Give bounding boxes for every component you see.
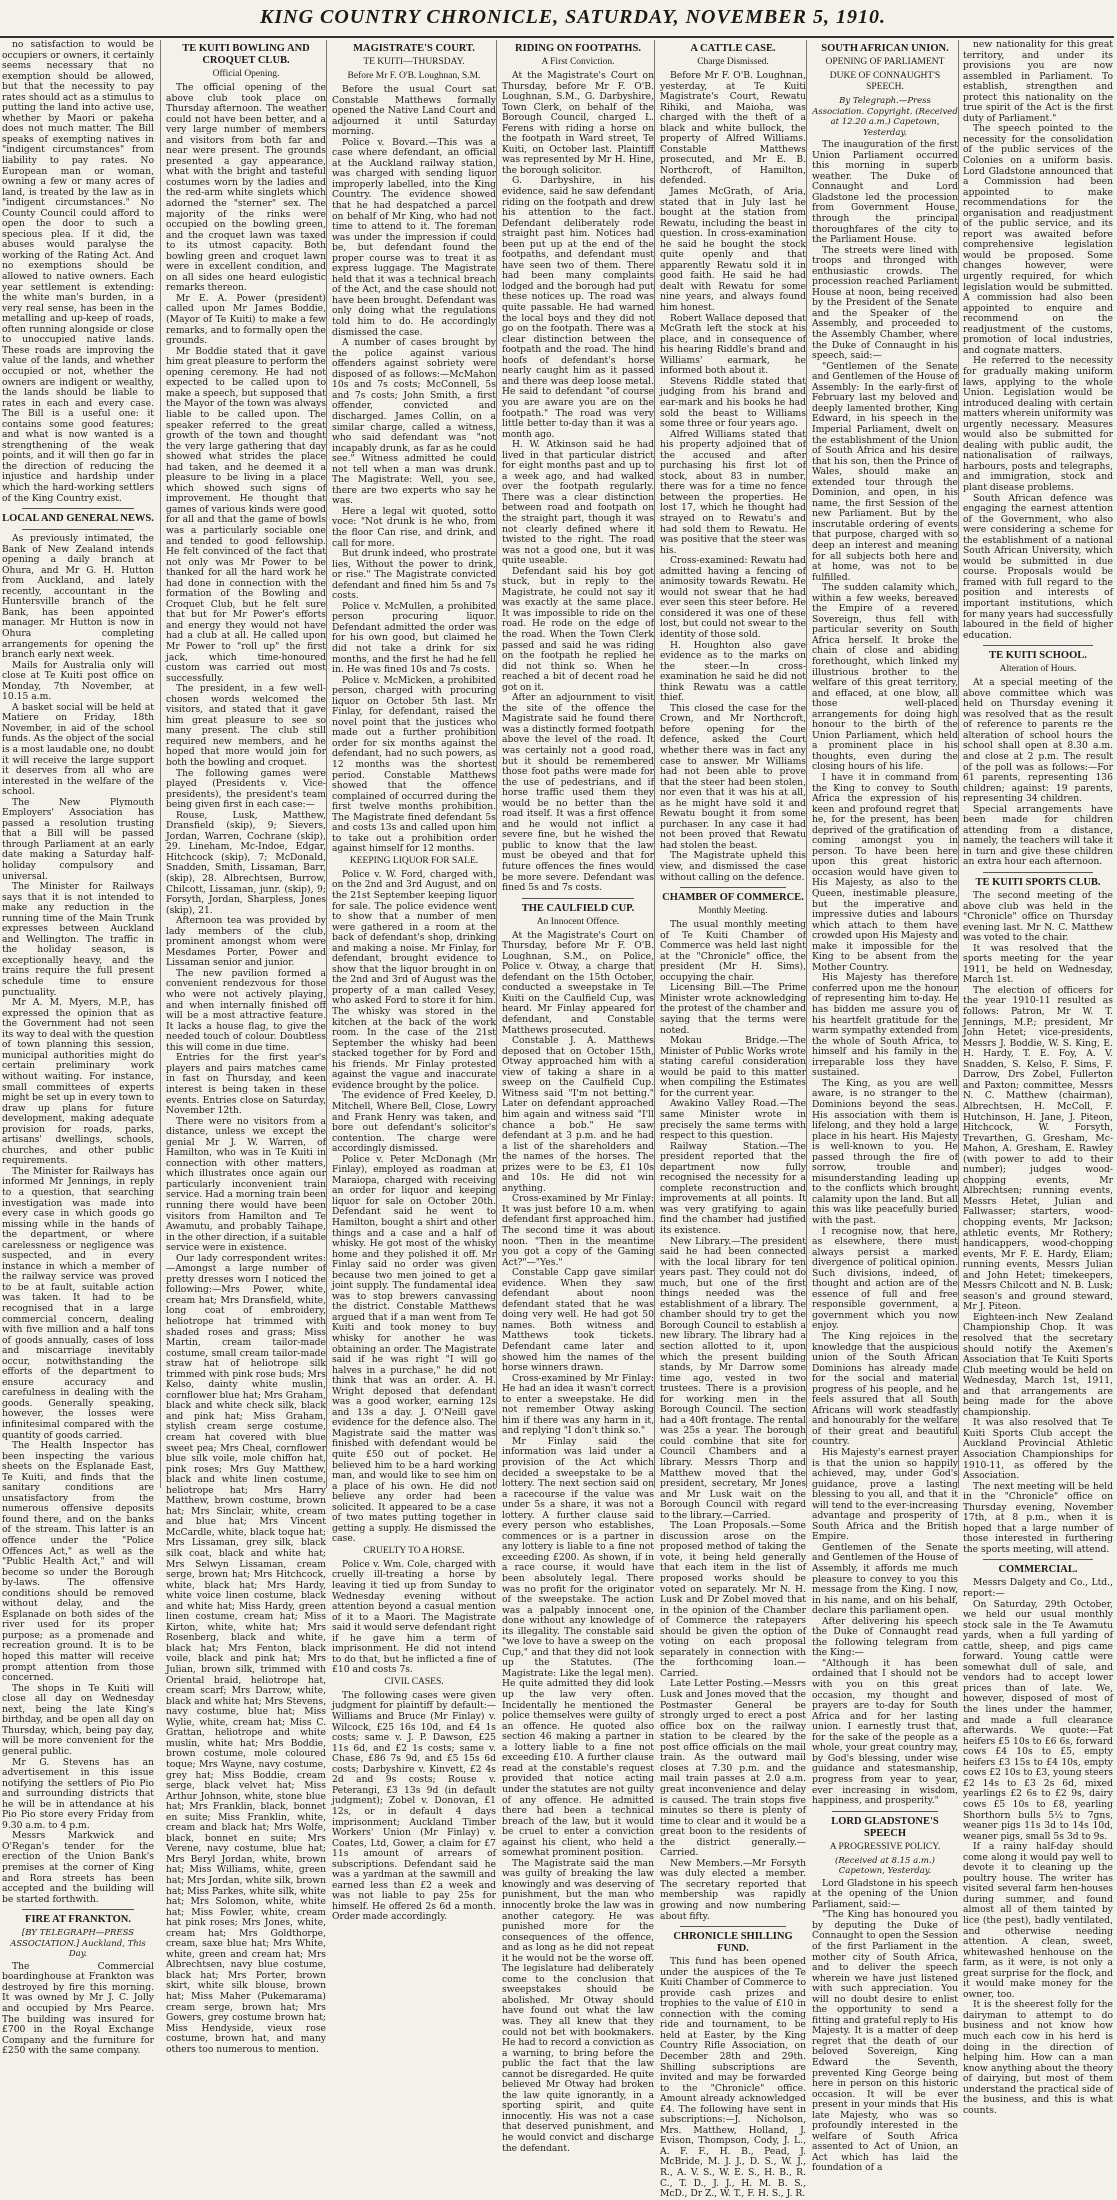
masthead-title: KING COUNTRY CHRONICLE, SATURDAY, NOVEMBER 5, 1910. bbox=[260, 6, 886, 28]
article-paragraph: The Loan Proposals.—Some discussion arose on the proposed method of taking the vote, it being held generally that each item in the list of proposed works should be voted on separately. Mr N. H. Lusk and Dr Zobel moved that in the opinion of the Chamber of Commerce the ratepayers should be given the option of voting on each proposal separately in connection with the forthcoming loan.—Carried. bbox=[660, 1520, 806, 1679]
article-paragraph: The president, in a few well-chosen words welcomed the visitors, and stated that it gave him great pleasure to see so many present. The club still required new members, and he hoped that more would join for both the bowling and croquet. bbox=[166, 683, 326, 768]
article-paragraph: The next meeting will be held in the "Chronicle" office on Thursday evening, November 17th, at 8 p.m., when it is hoped that a large number of those interested in furthering the sports meeting, will attend. bbox=[963, 1480, 1113, 1555]
article-paragraph: The election of officers for the year 1910-11 resulted as follows: Patron, Mr W. T. Jennings, M.P.; president, Mr John Hetet; vice-presidents, Messrs J. Boddie, W. S. King, E. H. Hardy, T. E. Foy, A. V. Snadden, S. Kelso, F. Sims, F. Darrow, Drs Zobel, Fullerton and Paxton; committee, Messrs N. C. Matthew (chairman), Albrechtsen, H. McColl, F. Hutchinson, H. Jane, J. Piteon, Hitchcock, W. Forsyth, Trevarthen, G. Gresham, Mc-Mahon, A. Gresham, E. Rawley (with power to add to their number); judges wood-chopping events, Mr Albrechtsen; running events, Messrs Hetet, Julian and Fallwasser; starters, wood-chopping events, Mr Jackson; athletic events, Mr Rothery; handicappers, wood-chopping events, Mr F. E. Hardy, Eliam; running events, Messrs Julian and John Hetet; timekeepers, Messrs Chilcott and N. B. Lusk; season's and ground steward, Mr J. Piteon. bbox=[963, 984, 1113, 1313]
article-paragraph: A number of cases brought by the police against various offenders against sobriety were disposed of as follows:—McMahon 10s and 7s costs; McConnell, 5s and 7s costs; John Smith, a first offender, convicted and discharged. James Collin, on a similar charge, called a witness, who said defendant was "not incapably drunk, as far as he could see." Witness admitted he could not tell when a man was drunk. The Magistrate: Well, you see, there are two experts who say he was. bbox=[332, 337, 496, 507]
divider bbox=[522, 898, 634, 899]
subheadline: TE KUITI—THURSDAY. bbox=[363, 57, 465, 67]
section-heading: KEEPING LIQUOR FOR SALE. bbox=[349, 855, 479, 866]
subheadline: Official Opening. bbox=[212, 69, 280, 79]
article-paragraph: G. Darbyshire, in his evidence, said he saw defendant riding on the footpath and drew his attention to the fact. Defendant deliberately rode straight past him. Notices had been put up at the end of the footpaths, and defendant must have seen two of them. There had been many complaints lodged and the borough had put these notices up. The road was quite passable. He had warned the local boys and they did not go on the footpath. There was a clear distinction between the footpath and the road. The hind hoofs of defendant's horse nearly caught him as it passed and there was deep loose metal. He said to defendant "of course you are aware you are on the footpath." The road was very little better to-day than it was a month ago. bbox=[502, 175, 654, 440]
article-paragraph: Police v. W. Ford, charged with, on the 2nd and 3rd August, and on the 21st September keeping liquor for sale. The police evidence went to show that a number of men were gathered in a room at the back of defendant's shop, drinking and making a noise. Mr Finlay, for defendant, brought evidence to show that the liquor brought in on the 2nd and 3rd of August was the property of a man called Vesey, who asked Ford to store it for him. The whisky was stored in the kitchen at the back of the work room. In the case of the 21st September the whisky had been stacked together for by Ford and his friends. Mr Finlay protested against the vague and inaccurate evidence brought by the police. bbox=[332, 868, 496, 1091]
article-paragraph: Awakino Valley Road.—The same Minister wrote in precisely the same terms with respect to this question. bbox=[660, 1098, 806, 1142]
article-paragraph: The usual monthly meeting of Te Kuiti Chamber of Commerce was held last night at the "Chronicle" office, the president (Mr H. Sims), occupying the chair. bbox=[660, 919, 806, 983]
headline-caulfield-cup: THE CAULFIELD CUP. bbox=[521, 902, 635, 914]
divider bbox=[832, 1811, 938, 1812]
section-heading: CRUELTY TO A HORSE. bbox=[363, 1545, 465, 1556]
article-paragraph: It was also resolved that Te Kuiti Sports Club accept the Auckland Provincial Athletic Association Championships for 1910-11, as offered by the Association. bbox=[963, 1417, 1113, 1482]
subheadline: OPENING OF PARLIAMENT bbox=[825, 57, 945, 67]
article-paragraph: H. Houghton also gave evidence as to the marks on the steer.—In cross-examination he said he did not think Rewatu was a cattle thief. bbox=[660, 639, 806, 704]
column-4 bbox=[496, 40, 659, 2154]
article-paragraph: Police v. McMicken, a prohibited person, charged with procuring liquor on October 5th last. Mr Finlay, for defendant, raised the novel point that the justices who made out a further prohibition order for six months against the defendant, had no such powers, as 12 months was the shortest period. Constable Matthews showed that the offence complained of occurred during the first twelve months prohibition. The Magistrate fined defendant 5s and costs 13s and called upon him to take out a prohibition order against himself for 12 months. bbox=[332, 674, 496, 855]
article-paragraph: After an adjournment to visit the site of the offence the Magistrate said he found there was a distinctly formed footpath above the level of the road. It was certainly not a good road, but it should be remembered those foot paths were made for the use of pedestrians, and if horse traffic used them they would be no better than the road itself. It was a first offence and he would not inflict a severe fine, but he wished the public to know that the law must be obeyed and that for future offences the fines would be more severe. Defendant was fined 5s and 7s costs. bbox=[502, 692, 654, 894]
article-paragraph: This fund has been opened under the auspices of the Te Kuiti Chamber of Commerce to provide cash prizes and trophies to the value of £10 in connection with the coming ride and tournament, to be held at Easter, by the King Country Rifle Association, on December 28th and 29th. Shilling subscriptions are invited and may be forwarded to the "Chronicle" office. Amount already acknowledged £4. The following have sent in subscriptions:—J. Nicholson, Mrs. Matthew, Holland, J. Evison, Thompson, Cody, J. L., A. F. F., H. B., Pead, J. McBride, M. J. J., D. S., W. J., R., A. V. S., W. E. S., H. B., R. C., T. D., J. J., H. M. B. S., McD., Dr Z., W. T., F. H. S., J. R. bbox=[660, 1956, 806, 2200]
divider bbox=[22, 1909, 134, 1910]
article-paragraph: "Gentlemen of the Senate and Gentlemen of the House of Assembly: In the early-first of February last my beloved and deeply lamented brother, King Edward, in his speech in the Imperial Parliament, dwelt on the establishment of the Union of South Africa and his desire that his son, then the Prince of Wales, should make an extended tour through the Dominion, and open, in his name, the first Session of the new Parliament. But by the inscrutable ordering of events that purpose, charged with so deep an interest and meaning for all subjects both here and at home, was not to be fulfilled. bbox=[812, 360, 958, 583]
article-paragraph: If a rainy half-day should come along it would pay well to devote it to cleaning up the poultry house. The writer has visited several farm hen-houses during summer, and found almost all of them tainted by lice (the pest), badly ventilated, and otherwise needing attention. A clean, sweet, whitewashed henhouse on the farm, as it were, is not only a great surprise for the flock, and it would make money for the owner, too. bbox=[963, 1841, 1113, 2000]
column-7 bbox=[958, 39, 1117, 2116]
article-paragraph: This closed the case for the Crown, and Mr Northcroft, before opening for the defence, asked the Court whether there was in fact any case to answer. Mr Williams had not been able to prove that the steer had been stolen, nor even that it was his at all, as he might have sold it and Rewatu bought it from some purchaser. In any case it had not been proved that Rewatu had stolen the beast. bbox=[660, 702, 806, 851]
subheadline: Monthly Meeting. bbox=[698, 906, 768, 917]
divider bbox=[22, 529, 134, 530]
article-paragraph: H. W. Atkinson said he had lived in that particular district for eight months past and up to a week ago, and had walked over the footpath regularly. There was a clear distinction between road and footpath on the straight part, though it was not clearly defined where it twisted to the right. The road was not a good one, but it was quite useable. bbox=[502, 439, 654, 567]
article-paragraph: Mr A. M. Myers, M.P., has expressed the opinion that as the Government had not seen its way to deal with the question of town planning this session, municipal authorities might do certain preliminary work without waiting. For instance, small committees of experts might be set up in every town to draw up plans for future development, making adequate provision for roads, parks, artisans' dwellings, schools, churches, and other public requirements. bbox=[2, 997, 154, 1167]
article-paragraph: The new pavilion formed a convenient rendezvous for those who were not actively playing, and when internally finished off will be a most attractive feature. It lacks a house flag, to give the needed touch of colour. Doubtless this will come in due time. bbox=[166, 967, 326, 1053]
article-paragraph: Lord Gladstone in his speech at the opening of the Union Parliament, said:— bbox=[812, 1877, 958, 1910]
article-paragraph: The following cases were given judgment for plaintiff by default:—Williams and Bruce (Mr Finlay) v. Wilcock, £25 16s 10d, and £4 1s costs; same v. J. P. Dawson, £25 11s 6d, and £2 1s costs; same v. Chase, £86 7s 9d, and £5 15s 6d costs; Darbyshire v. Kinvett, £2 4s 2d and 9s costs; Rouse v. Peterangi, £3 13s 9d (in default judgment); Zobel v. Donovan, £1 12s, or in default 4 days imprisonment; Auckland Timber Workers' Union (Mr Finlay) v. Coates, Ltd, Gower, a claim for £7 11s amount of arrears of subscriptions. Defendant said he was a yardman at the sawmill and earned less than £2 a week and was not liable to pay 25s for himself. He offered 2s 6d a month. Order made accordingly. bbox=[332, 1689, 496, 1923]
headline-riding-footpaths: RIDING ON FOOTPATHS. bbox=[515, 43, 641, 54]
article-paragraph: South African defence was engaging the earnest attention of the Government, who also were considering a scheme for the establishment of a national South African University, which would be submitted in due course. Proposals would be framed with full regard to the position and interests of important institutions, which for many years had successfully laboured in the field of higher education. bbox=[963, 492, 1113, 641]
column-2 bbox=[160, 40, 331, 2055]
subheadline: An Innocent Offence. bbox=[536, 916, 620, 927]
byline: (Received at 8.15 a.m.) Capetown, Yesterday. bbox=[835, 1855, 935, 1877]
article-paragraph: The Commercial boardinghouse at Frankton was destroyed by fire this morning. It was owned by Mr J. C. Jolly and occupied by Mrs Pearce. The building was insured for £700 in the Royal Exchange Company and the furniture for £250 with the same company. bbox=[2, 1960, 154, 2057]
article-paragraph: Mr Boddie stated that it gave him great pleasure to perform the opening ceremony. He had not expected to be called upon to make a speech, but supposed that the Mayor of the town was always liable to be called upon. The speaker referred to the great growth of the town and thought the very large gathering that day showed what strides the place had taken, and he deemed it a pleasure to be living in a place which showed such signs of improvement. He thought that games of various kinds were good for all and that the game of bowls was a particularly sociable one and tended to good fellowship. He felt convinced of the fact that not only was Mr Power to be thanked for all the hard work he had done in connection with the formation of the Bowling and Croquet Club, but he felt sure that but for Mr Power's efforts and energy they would not have had a club at all. He called upon Mr Power to "roll up" the first jack, which time-honoured custom was carried out most successfully. bbox=[166, 345, 326, 684]
article-paragraph: Cross-examined by Mr Finlay: He had an idea it wasn't correct to enter a sweepstake. He did not remember Otway asking him if there was any harm in it, and replying "I don't think so." bbox=[502, 1372, 654, 1437]
article-paragraph: Rouse, Lusk, Matthew, Dransfield (skip), 9; Sievers, Jordan, Warren, Cochrane (skip), 29. Lineham, Mc-Indoe, Edgar, Hitchcock (skip), 7; McDonald, Snadden, Smith, Lissaman, Barr, (skip), 28. Albrechtsen, Burrow, Chilcott, Lissaman, junr. (skip), 9; Forsyth, Jordan, Sharpless, Jones (skip), 21. bbox=[166, 809, 326, 916]
article-paragraph: New Library.—The president said he had been connected with the local library for ten years past. They could not do much, but one of the first things needed was the establishment of a library. The chamber should try to get the Borough Council to establish a new library. The library had a section allotted to it, upon which the present building stands, by Mr Darrow some time ago, vested in two trustees. There is a provision for working men in the Borough Council. The section had a 40ft frontage. The rental was 25s a year. The borough could combine that site for Council Chambers and a library. Messrs Thorp and Matthew moved that the president, secretary, Mr Jones and Mr Lusk wait on the Borough Council with regard to the library.—Carried. bbox=[660, 1235, 806, 1521]
article-paragraph: The second meeting of the above club was held in the "Chronicle" office on Thursday evening last. Mr N. C. Matthew was voted to the chair. bbox=[963, 890, 1113, 944]
column-6 bbox=[806, 40, 963, 2174]
article-paragraph: The sudden calamity which, within a few weeks, bereaved the Empire of a revered Sovereign, thus fell with particular severity on South Africa herself. It broke the chain of close and abiding forethought, which linked my illustrious brother to the welfare of this great territory, and effaced, at one blow, all those well-placed arrangements for doing high honour to the birth of the Union Parliament, which held a prominent place in his thoughts, even during the closing hours of his life. bbox=[812, 582, 958, 773]
column-3 bbox=[326, 40, 501, 1923]
article-paragraph: The Magistrate said the man was guilty of breaking the law knowingly and was deserving of punishment, but the man who innocently broke the law was in another category. He was punished more for the consequences of the offence, and as long as he did not repeat it he would not be the worse off. The legislature had deliberately come to the conclusion that sweepstakes should be abolished. Mr Otway should have found out what the law was. They all knew that they could not bet with bookmakers. He had to record a conviction as a warning, to bring before the public the fact that the law cannot be disregarded. He quite believed Mr Otway had broken the law quite ignorantly, in a sporting spirit, and quite innocently. His was not a case that deserved punishment, and he would convict and discharge the defendant. bbox=[502, 1857, 654, 2154]
article-paragraph: Before Mr F. O'B. Loughnan, yesterday, at Te Kuiti Magistrate's Court, Rewatu Rihiki, and Maioha, was charged with the theft of a black and white bullock, the property of Alfred Williams. Constable Matthews prosecuted, and Mr E. B. Northcroft, of Hamilton, defended. bbox=[660, 70, 806, 187]
headline-chamber-commerce: CHAMBER OF COMMERCE. bbox=[662, 892, 804, 904]
headline-te-kuiti-school: TE KUITI SCHOOL. bbox=[989, 650, 1087, 662]
article-paragraph: On Saturday, 29th October, we held our usual monthly stock sale in the Te Awamutu yards, when a full yarding of cattle, sheep, and pigs came forward. Young cattle were somewhat dull of sale, and vendors had to accept lower prices than of late. We, however, disposed of most of the lines under the hammer, and made a full clearance afterwards. We quote:—Fat heifers £5 10s to £6 6s, forward cows £4 10s to £5, empty heifers £3 15s to £4 10s, empty cows £2 10s to £3, young steers £2 14s to £3 2s 6d, mixed yearlings £2 6s to £2 9s, dairy cows £5 10s to £8, yearling Shorthorn bulls 5½ to 7gns, weaner pigs 11s 3d to 14s 10d, weaner pigs, small 5s 3d to 9s. bbox=[963, 1598, 1113, 1842]
byline: [BY TELEGRAPH—PRESS ASSOCIATION.] Auckland, This Day. bbox=[10, 1928, 146, 1960]
article-paragraph: Entries for the first year's players and pairs matches came in fast on Thursday, and keen interest is being taken in these events. Entries close on Saturday, November 12th. bbox=[166, 1052, 326, 1117]
divider bbox=[680, 1926, 786, 1927]
subheadline: DUKE OF CONNAUGHT'S SPEECH. bbox=[829, 71, 941, 92]
article-paragraph: The shops in Te Kuiti will close all day on Wednesday next, being the late King's birthday, and be open all day on Thursday, which, being pay day, will be more convenient for the general public. bbox=[2, 1682, 154, 1757]
article-paragraph: new nationality for this great territory, and under its provisions you are now assembled in Parliament. To establish, strengthen and protect this nationality on the true spirit of the Act is the first duty of Parliament." bbox=[963, 39, 1113, 124]
article-paragraph: His Majesty's earnest prayer is that the union so happily achieved, may, under God's guidance, prove a lasting blessing to you all, and that it will tend to the ever-increasing advantage and prosperity of South Africa and the British Empire. bbox=[812, 1447, 958, 1543]
article-paragraph: Defendant said his boy got stuck, but in reply to the Magistrate, he could not say it was exactly at the same place. It was impossible to ride on the road. He rode on the edge of the road. When the Town Clerk passed and said he was riding on the footpath he replied he did not think so. When he reached a bit of decent road he got on it. bbox=[502, 565, 654, 693]
article-paragraph: Mokau Bridge.—The Minister of Public Works wrote stating careful consideration would be paid to this matter when compiling the Estimates for the current year. bbox=[660, 1035, 806, 1099]
columns bbox=[0, 39, 1114, 2200]
article-paragraph: Late Letter Posting.—Messrs Lusk and Jones moved that the Postmaster General be strongly urged to erect a post office box on the railway station to be cleared by the post office officials on the mail train. As the outward mail closes at 7.30 p.m. and the mail train passes at 2.0 a.m. great inconvenience and delay is caused. The train stops five minutes so there is plenty of time to clear and it would be a great boon to the residents of the district generally.—Carried. bbox=[660, 1678, 806, 1859]
article-paragraph: The King rejoices in the knowledge that the auspicious union of the South African Dominions has already made for the social and material progress of his people, and he feels assured that all South Africans will work steadfastly and honourably for the welfare of their great and beautiful country. bbox=[812, 1330, 958, 1448]
article-paragraph: It was resolved that the sports meeting for the year 1911, be held on Wednesday, March 1st. bbox=[963, 942, 1113, 986]
article-paragraph: After delivering his speech the Duke of Connaught read the following telegram from the King:— bbox=[812, 1615, 958, 1659]
article-paragraph: James McGrath, of Aria, stated that in July last he bought at the station from Rewatu, including the beast in question. In cross-examination he said he bought the stock quite openly and that apparently Rewatu sold it in good faith. He said he had dealt with Rewatu for some nine years, and always found him honest. bbox=[660, 186, 806, 314]
subheadline: Before Mr F. O'B. Loughnan, S.M. bbox=[347, 71, 481, 81]
article-paragraph: no satisfaction to would be occupiers or owners, it certainly seems necessary that no exemption should be allowed, but that the necessity to pay rates should act as a stimulus to putting the land into active use, whether by Maori or pakeha does not much matter. The Bill speaks of exempting natives in "indigent circumstances" from liability to pay rates. No European man or woman, owning a few or many acres of land, is treated by the law as in "indigent circumstances." No County Council could afford to open the door to such a specious plea. If it did, the abuses would paralyse the working of the Rating Act. And no exemptions should be allowed to native owners. Each year settlement is extending: the white man's burden, in a very real sense, has been in the metalling and up-keep of roads, often running alongside or close to unoccupied native lands. These roads are improving the value of the lands, and whether occupied or not, whether the owners are indigent or wealthy, the lands should be liable to rates in each and every case. The Bill is a useful one: it contains some good features; and what is now wanted is a strengthening of the weak points, and it will then go far in the direction of reducing the injustice and hardship under which the hard-working settlers of the King Country exist. bbox=[2, 39, 154, 504]
article-paragraph: Constable J. A. Matthews deposed that on October 15th, Otway approached him with a view of taking a share in a sweep on the Caulfield Cup. Witness said "I'm not betting." Later on defendant approached him again and witness said "I'll chance a bob." He saw defendant at 3 p.m. and he had a list of the shareholders and the names of the horses. The prizes were to be £3, £1 10s and 10s. He did not win anything. bbox=[502, 1035, 654, 1194]
subheadline: Charge Dismissed. bbox=[697, 57, 769, 67]
article-paragraph: The streets were lined with troops and thronged with enthusiastic crowds. The procession reached Parliament House at noon, being received by the President of the Senate and the Speaker of the Assembly, and proceeded to the Assembly Chamber, where the Duke of Connaught in his speech, said:— bbox=[812, 244, 958, 362]
headline-commercial: COMMERCIAL. bbox=[998, 1564, 1078, 1576]
headline-shilling-fund: CHRONICLE SHILLING FUND. bbox=[673, 1931, 793, 1955]
byline: By Telegraph.—Press Association. Copyright. (Received at 12.20 a.m.) Capetown, Yesterday. bbox=[812, 96, 958, 138]
headline-lord-gladstone: LORD GLADSTONE'S SPEECH bbox=[831, 1815, 939, 1839]
article-paragraph: Railway Station.—The president reported that the department now fully recognised the necessity for a complete reconstruction and improvements at all points. It was very gratifying to again find the chamber had justified its existence. bbox=[660, 1140, 806, 1236]
article-paragraph: Cross-examined by Mr Finlay: It was just before 10 a.m. when defendant first approached him. The second time it was about noon. "Then in the meantime you got a copy of the Gaming Act?"—"Yes." bbox=[502, 1193, 654, 1268]
article-paragraph: At the Magistrate's Court on Thursday, before Mr F. O'B. Loughnan, S.M., G. Darbyshire, Town Clerk, on behalf of the Borough Council, charged L. Ferens with riding a horse on the footpath in Ward street, Te Kuiti, on October last. Plaintiff was represented by Mr H. Hine, the borough solicitor. bbox=[502, 70, 654, 176]
article-paragraph: The Minister for Railways has informed Mr Jennings, in reply to a question, that searching investigation was made into every case in which goods go missing while in the hands of the department, or where carelessness or negligence was suspected, and in every instance in which a member of the railway service was proved to be at fault, suitable action was taken. It had to be recognised that in a large commercial concern, dealing with five million and a half tons of goods annually, cases of loss and miscarriage inevitably occur, notwithstanding the efforts of the department to ensure accuracy and carefulness in dealing with the goods. Generally speaking, however, the losses were infinitesimal compared with the quantity of goods carried. bbox=[2, 1165, 154, 1441]
article-paragraph: The official opening of the above club took place on Thursday afternoon. The weather could not have been better, and a very large number of members and visitors from both far and near were present. The grounds presented a gay appearance, what with the bright and tasteful costumes worn by the ladies and the red-arm white singlets which adorned the "sterner" sex. The majority of the rinks were occupied on the bowling green, and the croquet lawn was taxed to its utmost capacity. Both bowling green and croquet lawn were in excellent condition, and on all sides one heard eulogistic remarks thereon. bbox=[166, 82, 326, 294]
article-paragraph: At the Magistrate's Court on Thursday, before Mr F. O'B. Loughnan, S.M., on Police, Police v. Otway, a charge that defendant on the 15th October, conducted a sweepstake in Te Kuiti on the Caulfield Cup, was heard. Mr Finlay appeared for defendant, and Constable Matthews prosecuted. bbox=[502, 929, 654, 1036]
article-paragraph: "The King has honoured you by deputing the Duke of Connaught to open the Session of the first Parliament in the mother city of South Africa, and to deliver the speech wherein we have just listened with such appreciation. You will no doubt desire to enlist the opportunity to send a fitting and grateful reply to His Majesty. It is a matter of deep regret that the death of our beloved Sovereign, King Edward the Seventh, prevented King George being here in person on this historic occasion. It will be ever present in your minds that His late Majesty, who was so profoundly interested in the welfare of South Africa assented to Act of Union, an Act which has laid the foundation of a bbox=[812, 1909, 958, 2174]
article-paragraph: Police v. Peter McDonagh (Mr Finlay), employed as roadman at Maraiopa, charged with receiving an order for liquor and keeping liquor for sale on October 20th. Defendant said he went to Hamilton, bought a shirt and other things and a case and a half of whisky. He got most of the whisky home and they polished it off. Mr Finlay said no order was given because two men joined to get a joint supply. The fundamental idea was to stop brewers canvassing the district. Constable Matthews argued that if a man went from Te Kuiti and took money to buy whisky for another he was obtaining an order. The Magistrate said if he was right "I will go halves in a purchase," he did not think that was an order. A. H. Wright deposed that defendant was a good worker, earning 12s and 13s a day. J. O'Neill gave evidence for the defence also. The Magistrate said the matter was finished with defendant would be quite £50 out of pocket. He believed him to be a hard working man, and would like to see him on a place of his own. He did not believe any order had been solicited. It appeared to be a case of two mates putting together in getting a supply. He dismissed the case. bbox=[332, 1153, 496, 1545]
article-paragraph: The evidence of Fred Keeley, D. Mitchell, Where Bell, Close, Lowry and Frank Henry was taken, and bore out defendant's solicitor's contention. The charge were accordingly dismissed. bbox=[332, 1090, 496, 1155]
article-paragraph: Mails for Australia only will close at Te Kuiti post office on Monday, 7th November, at 10.15 a.m. bbox=[2, 659, 154, 703]
article-paragraph: Before the usual Court sat Constable Matthews formally opened the Native Land Court and adjourned it until Saturday morning. bbox=[332, 84, 496, 138]
article-paragraph: The King, as you are well aware, is no stranger to the Dominions beyond the seas. His association with them is lifelong, and they hold a large place in his heart. His Majesty is well-known to you. He passed through the fire of sorrow, trouble and misunderstanding leading up to the conflicts which brought calamity upon the land. But all this was like peacefully buried with the past. bbox=[812, 1077, 958, 1226]
article-paragraph: Here a legal wit quoted, sotto voce: "Not drunk is he who, from the floor Can rise, and drink, and call for more. bbox=[332, 505, 496, 549]
article-paragraph: The following games were played (Presidents v. Vice-presidents), the president's team being given first in each case:— bbox=[166, 767, 326, 811]
article-paragraph: There were no visitors from a distance, unless we except the genial Mr J. W. Warren, of Hamilton, who was in Te Kuiti in connection with other matters, which illustrates once again our particularly inconvenient train service. Had a morning train been running there would have been visitors from Hamilton and Te Awamutu, and probably Taihape, in the other direction, if a suitable service were in existence. bbox=[166, 1115, 327, 1254]
article-paragraph: The New Plymouth Employers' Association has passed a resolution trusting that a Bill will be passed through Parliament at an early date making a Saturday half-holiday compulsory and universal. bbox=[2, 796, 154, 882]
subheadline: Alteration of Hours. bbox=[999, 664, 1077, 675]
article-paragraph: Our lady correspondent writes:—Amongst a large number of pretty dresses worn I noticed the following:—Mrs Power, white, cream hat; Mrs Dransfield, white, long coat of embroidery, heliotrope hat trimmed with shaded roses and grass; Miss Martin, cream tailor-made costume, small cream tailor-made straw hat of heliotrope silk trimmed with pink rose buds; Mrs Kelso, dainty white muslin, cornflower blue hat; Mrs Graham, black and white check silk, black and pink hat; Miss Graham, stylish cream serge costume, cream hat covered with blue sweet pea; Mrs Cheal, cornflower blue silk voile, mole chiffon hat, pink roses; Mrs Guy Matthew, black and white linen costume, heliotrope hat; Mrs Harry Matthew, brown costume, brown hat; Mrs Sinclair, white, cream and blue hat; Mrs Vincent McCardle, white, black toque hat; Mrs Lissaman, grey silk, black silk coat, black and white hat; Mrs Selwyn Lissaman, cream serge, brown hat; Mrs Hitchcock, white, black hat; Mrs Hardy, white voice linen costume, black and white hat; Miss Hardy, green linen costume, cream hat; Miss Kirton, white, white hat; Mrs Rosenberg, black and white, black hat; Mrs Fenton, black voile, black and pink hat; Mrs Julian, brown silk, trimmed with Oriental braid, heliotrope hat, cream scarf; Mrs Darrow, white, black and white hat; Mrs Stevens, navy costume, blue hat; Miss Wylie, white, cream hat; Miss C. Grattan, heliotrope and white muslin, white hat; Mrs Boddie, brown costume, mole coloured toque; Mrs Wayne, navy costume, grey hat; Miss Boddie, cream serge, black velvet hat; Miss Arthur Johnson, white, stone blue hat; Mrs Franklin, black, bonnet en suite; Miss Franklin, white, cream and black hat; Mrs Wolfe, black, bonnet en suite; Mrs Verene, navy costume, blue hat; Mrs Beryl Jordan, white, brown hat; Miss Williams, white, green hat; Mrs Jordan, white silk, brown hat; Miss Parkes, white silk, white hat; Mrs Solomon, white, white hat; Miss Fowler, white, cream hat pink roses; Mrs Jones, white, cream hat; Mrs Goldthorpe, cream, saxe blue hat; Mrs White, white, green and cream hat; Mrs Albrechtsen, navy blue costume, black hat; Mrs Porter, brown skirt, white silk blouse, brown hat; Miss Maher (Pukemarama) cream serge, brown hat; Mrs Gowers, grey costume brown hat; Miss Hendyside, vieux rose costume, brown hat, and many others too numerous to mention. bbox=[166, 1252, 326, 2055]
article-paragraph: "Although it has been ordained that I should not be with you on this great occasion, my thought and prayers are to-day for South Africa and for her lasting union. I earnestly trust that, for the sake of the people as a whole, your great country may, by God's blessing, under wise guidance and statesmanship, progress from year to year, ever increasing in wisdom, happiness, and prosperity." bbox=[812, 1657, 958, 1807]
article-paragraph: Afternoon tea was provided by lady members of the club, prominent amongst whom were Mesdames Porter, Power and Lissaman senior and junior. bbox=[166, 915, 326, 969]
article-paragraph: But drunk indeed, who prostrate lies, Without the power to drink, or rise." The Magistrate convicted defendant and fined him 5s and 7s costs. bbox=[332, 548, 496, 602]
article-paragraph: I recognise now, that here, as elsewhere, there must always persist a marked divergence of political opinion. Such divisions, indeed, of thought and action are of the essence of full and free responsible government, a government which you now enjoy. bbox=[812, 1225, 958, 1332]
article-paragraph: A basket social will be held at Matiere on Friday, 18th November, in aid of the school funds. As the object of the social is a most laudable one, no doubt it will receive the large support it deserves from all who are interested in the welfare of the school. bbox=[2, 701, 154, 798]
article-paragraph: Special arrangements have been made for children attending from a distance, namely, the teachers will take it in turn and give these children an extra hour each afternoon. bbox=[963, 803, 1113, 868]
article-paragraph: Mr E. A. Power (president) called upon Mr James Boddie, (Mayor of Te Kuiti) to make a few remarks, and to formally open the grounds. bbox=[166, 292, 326, 347]
article-paragraph: Police v. Bovard.—This was a case where defendant, an official at the Auckland railway station, was charged with sending liquor improperly labelled, into the King Country. The evidence showed that he had despatched a parcel on behalf of Mr King, who had not time to attend to it. The foreman was under the impression if could be, but defendant found the proper course was to treat it as express luggage. The Magistrate held that it was a technical breach of the Act, and the case should not have been brought. Defendant was only doing what the regulations told him to do. He accordingly dismissed the case. bbox=[332, 136, 496, 338]
article-paragraph: Messrs Dalgety and Co., Ltd., report:— bbox=[963, 1577, 1113, 1600]
article-paragraph: Cross-examined: Rewatu had admitted having a fencing of animosity towards Rewatu. He would not swear that he had ever seen this steer before. He considered it was one of these lost, but could not swear to the identity of those sold. bbox=[660, 555, 806, 640]
divider bbox=[983, 1559, 1093, 1560]
article-paragraph: As previously intimated, the Bank of New Zealand intends opening a daily branch at Ohura, and Mr G. H. Hutton from Auckland, and lately recently, accountant in the Huntersville branch of the Bank, has been appointed manager. Mr Hutton is now in Ohura completing arrangements for opening the branch early next week. bbox=[2, 533, 154, 661]
article-paragraph: His Majesty has therefore conferred upon me the honour of representing him to-day. He has bidden me assure you of his heartfelt gratitude for the warm sympathy extended from the whole of South Africa, to himself and his family in the irreparable loss they have sustained. bbox=[812, 972, 958, 1079]
subheadline: A First Conviction. bbox=[541, 57, 615, 67]
article-paragraph: Eighteen-inch New Zealand Championship Chop. It was resolved that the secretary should notify the Axemen's Association that Te Kuiti Sports Club meeting would be held on Wednesday, March 1st, 1911, and that arrangements are being made for the above championship. bbox=[963, 1311, 1113, 1418]
article-paragraph: Mr Finlay said the information was laid under a provision of the Act which decided a sweepstake to be a lottery. The next section said on a racecourse if the value was under 5s a share, it was not a lottery. A further clause said every person who establishes, commences or is a partner in any lottery is liable to a fine not exceeding £200. As shown, if in a race course, it would have been absolutely legal. There was no profit for the originator of the sweepstake. The action was a palpably innocent one, done without any knowledge of its illegality. The constable said "we love to have a sweep on the Cup," and that they did not look up the Statutes. (The Magistrate: Like the legal men). He quite admitted they did look up the law very often. Incidentally he mentioned the police themselves were guilty of an offence. He quoted also section 46 making a partner in a lottery liable to a fine not exceeding £10. A further clause read at the constable's request provided that notice acting under the statutes are not guilty of any offence. He admitted there had been a technical breach of the law, but it would be cruel to enter a conviction against his client, who held a somewhat prominent position. bbox=[502, 1435, 654, 1859]
article-paragraph: He referred to the necessity for gradually making uniform laws, applying to the whole Union. Legislation would be introduced dealing with certain matters wherein uniformity was urgently necessary. Measures would also be submitted for dealing with public audit, the nationalisation of railways, harbours, posts and telegraphs, and immigration, stock and plant disease problems. bbox=[963, 355, 1113, 493]
masthead bbox=[0, 0, 1114, 38]
article-paragraph: Robert Wallace deposed that McGrath left the stock at his place, and in consequence of his hearing Riddle's brand and Williams' earmark, he informed both about it. bbox=[660, 312, 806, 377]
headline-fire-frankton: FIRE AT FRANKTON. bbox=[25, 1914, 131, 1926]
divider bbox=[680, 887, 786, 888]
article-paragraph: The speech pointed to the necessity for the consolidation of the public services of the Colonies on a uniform basis. Lord Gladstone announced that a Commission had been appointed to make recommendations for the organisation and readjustment of the public service, and its report was awaited before comprehensive legislation would be proposed. Some changes however, were urgently required, for which legislation would be submitted. A commission had also been appointed to enquire and recommend on the readjustment of the customs, promotion of local industries, and cognate matters. bbox=[963, 123, 1113, 356]
article-paragraph: The Minister for Railways says that it is not intended to make any reduction in the running time of the Main Trunk expresses between Auckland and Wellington. The traffic in the holiday season, is exceptionally heavy, and the trains require the full present schedule time to ensure punctuality. bbox=[2, 881, 154, 998]
column-1 bbox=[2, 39, 159, 2057]
article-paragraph: Messrs Markwick and O'Regan's tender for the erection of the Union Bank's premises at the corner of King and Rora streets has been accepted and the building will be started forthwith. bbox=[2, 1830, 154, 1905]
article-paragraph: It is the sheerest folly for the dairyman to attempt to do business and not know how much each cow in his herd is doing in the direction of helping him. How can a man know anything about the theory of dairying, but most of them understand the practical side of the business, and this is what counts. bbox=[963, 1999, 1113, 2116]
article-paragraph: Gentlemen of the Senate and Gentlemen of the House of Assembly, it affords me much pleasure to convey to you this message from the King. I now, in his name, and on his behalf, declare this parliament open. bbox=[812, 1541, 958, 1617]
headline-bowling-club: TE KUITI BOWLING AND CROQUET CLUB. bbox=[182, 43, 310, 66]
article-paragraph: Alfred Williams stated that his property adjoined that of the accused and after purchasing his first lot of stock, about 83 in number, there was for a time no fence between the properties. He lost 17, which he thought had strayed on to Rewatu's and had sold them to Rewatu. He was positive that the steer was his. bbox=[660, 428, 806, 556]
article-paragraph: Licensing Bill.—The Prime Minister wrote acknowledging the protest of the chamber and saying that the terms were noted. bbox=[660, 982, 806, 1036]
article-paragraph: New Members.—Mr Forsyth was duly elected a member. The secretary reported that membership was rapidly growing and now numbering about fifty. bbox=[660, 1857, 806, 1922]
article-paragraph: Mr G. Stevens has an advertisement in this issue notifying the settlers of Pio Pio and surrounding districts that he will be in attendance at his Pio Pio store every Friday from 9.30 a.m. to 4 p.m. bbox=[2, 1756, 154, 1831]
subheadline: A PROGRESSIVE POLICY. bbox=[829, 1841, 941, 1852]
article-paragraph: I have it in command from the King to convey to South Africa the expression of his keen and profound regret that he, for the present, has been deprived of the gratification of coming amongst you in person. To have been here upon this great historic occasion would have given to His Majesty, as also to the Queen, inestimable pleasure, but the imperative and impressive duties and labours which attach to them have crowded upon His Majesty and make it impossible for the King to be absent from the Mother Country. bbox=[812, 772, 958, 973]
headline-sports-club: TE KUITI SPORTS CLUB. bbox=[975, 877, 1101, 889]
article-paragraph: Police v. McMullen, a prohibited person procuring liquor. Defendant admitted the order was for his own good, but claimed he did not take a drink for six months, and the first he had he fell in. He was fined 10s and 7s costs. bbox=[332, 600, 496, 676]
divider bbox=[22, 508, 134, 509]
section-heading: CIVIL CASES. bbox=[384, 1676, 444, 1687]
headline-cattle-case: A CATTLE CASE. bbox=[690, 43, 776, 54]
article-paragraph: The inauguration of the first Union Parliament occurred this morning in superb weather. The Duke of Connaught and Lord Gladstone led the procession from Government House, through the principal thoroughfares of the city to the Parliament House. bbox=[812, 139, 958, 246]
divider bbox=[983, 872, 1093, 873]
article-paragraph: Constable Capp gave similar evidence. When they saw defendant about noon defendant stated that he was doing very well. He had got 50 names. Both witness and Matthews took tickets. Defendant came later and showed him the names of the horse winners drawn. bbox=[502, 1267, 654, 1374]
article-paragraph: At a special meeting of the above committee which was held on Thursday evening it was resolved that as the result of reference to parents re the alteration of school hours the school shall open at 8.30 a.m. and close at 2 p.m. The result of the poll was as follows:—For 61 parents, representing 136 children; against: 19 parents, representing 34 children. bbox=[963, 677, 1113, 805]
column-5 bbox=[654, 40, 811, 2200]
headline-local-news: LOCAL AND GENERAL NEWS. bbox=[2, 513, 154, 525]
divider bbox=[983, 645, 1093, 646]
headline-south-african-union: SOUTH AFRICAN UNION. bbox=[821, 43, 949, 54]
article-paragraph: The Magistrate upheld this view, and dismissed the case without calling on the defence. bbox=[660, 850, 806, 883]
headline-magistrates-court: MAGISTRATE'S COURT. bbox=[353, 43, 475, 54]
article-paragraph: Stevens Riddle stated that judging from his brand and ear-mark and his books he had sold the beast to Williams some three or four years ago. bbox=[660, 375, 806, 430]
article-paragraph: Police v. Wm. Cole, charged with cruelly ill-treating a horse by leaving it tied up from Sunday to Wednesday evening without attention beyond a casual mention of it to a Maori. The Magistrate said it would serve defendant right if he gave him a term of imprisonment. He did not intend to do that, but he inflicted a fine of £10 and costs 7s. bbox=[332, 1558, 496, 1676]
article-paragraph: The Health Inspector has been inspecting the various sheets on the Esplanade East, Te Kuiti, and finds that the sanitary conditions are unsatisfactory from the numerous offensive deposits found there, and on the banks of the stream. This latter is an offence under the "Police Offences Act," as well as the "Public Health Act," and will become so under the Borough by-laws. The offensive conditions should be removed without delay, and the Esplanade on both sides of the river used for its proper purpose; as a promenade and recreation ground. It is to be hoped this matter will receive prompt attention from those concerned. bbox=[2, 1440, 154, 1684]
